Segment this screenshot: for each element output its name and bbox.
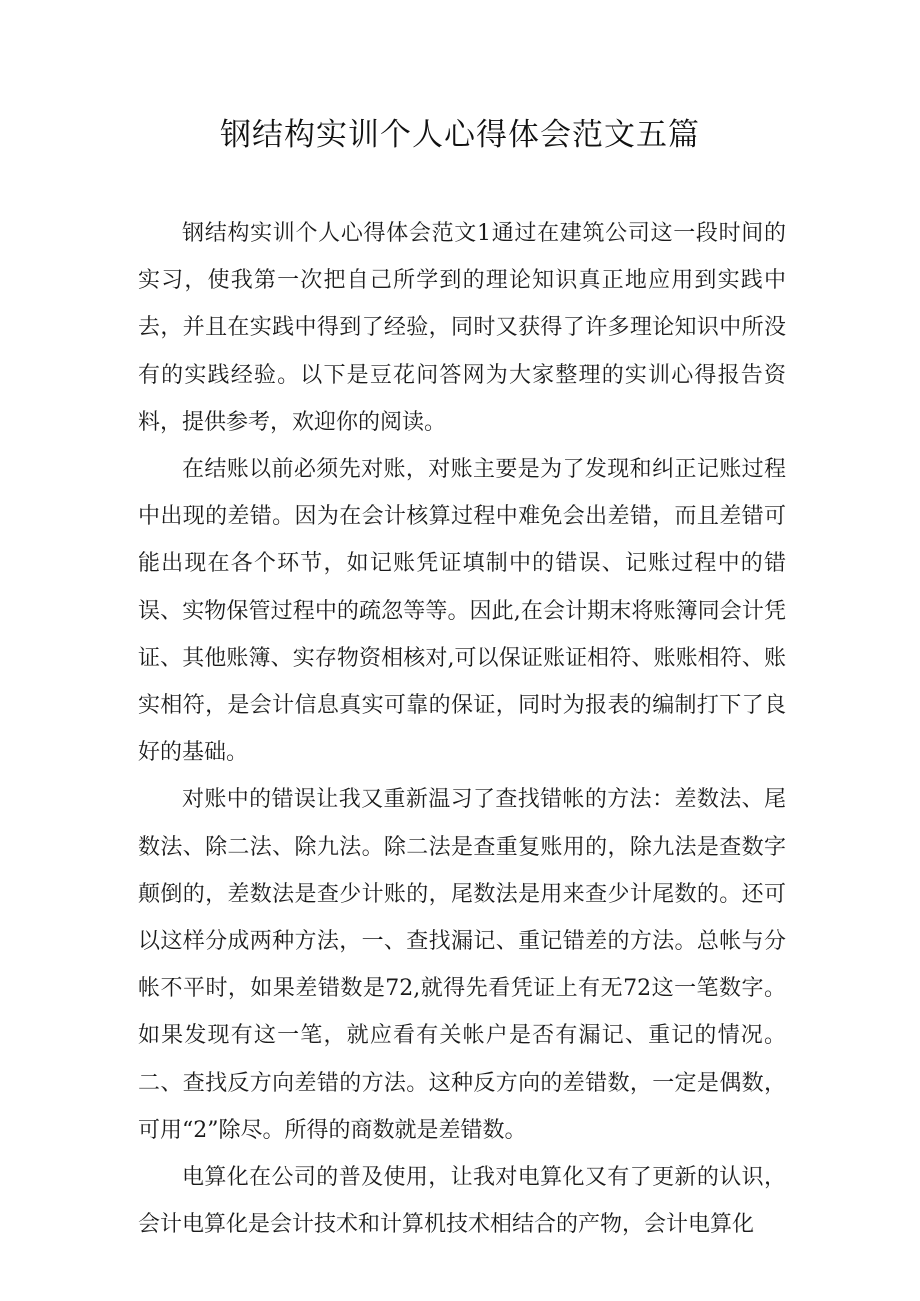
document-body [138,210,786,1248]
paragraph: 在结账以前必须先对账，对账主要是为了发现和纠正记账过程中出现的差错。因为在会计核算过程中难免会出差错，而且差错可能出现在各个环节，如记账凭证填制中的错误、记账过程中的错误、实物保管过程中的疏忽等等。因此,在会计期末将账簿同会计凭证、其他账簿、实存物资相核对,可以保证账证相符、账账相符、账实相符，是会计信息真实可靠的保证，同时为报表的编制打下了良好的基础。 [138,457,786,766]
paragraph: 钢结构实训个人心得体会范文1通过在建筑公司这一段时间的实习，使我第一次把自己所学到的理论知识真正地应用到实践中去，并且在实践中得到了经验，同时又获得了许多理论知识中所没有的实践经验。以下是豆花问答网为大家整理的实训心得报告资料，提供参考，欢迎你的阅读。 [138,221,786,435]
paragraph: 电算化在公司的普及使用，让我对电算化又有了更新的认识，会计电算化是会计技术和计算机技术相结合的产物，会计电算化 [138,1165,786,1238]
paragraph: 对账中的错误让我又重新温习了查找错帐的方法：差数法、尾数法、除二法、除九法。除二法是查重复账用的，除九法是查数字颠倒的，差数法是查少计账的，尾数法是用来查少计尾数的。还可以这样分成两种方法，一、查找漏记、重记错差的方法。总帐与分帐不平时，如果差错数是72,就得先看凭证上有无72这一笔数字。如果发现有这一笔，就应看有关帐户是否有漏记、重记的情况。二、查找反方向差错的方法。这种反方向的差错数，一定是偶数，可用“2”除尽。所得的商数就是差错数。 [138,787,786,1143]
document-title: 钢结构实训个人心得体会范文五篇 [220,117,700,153]
